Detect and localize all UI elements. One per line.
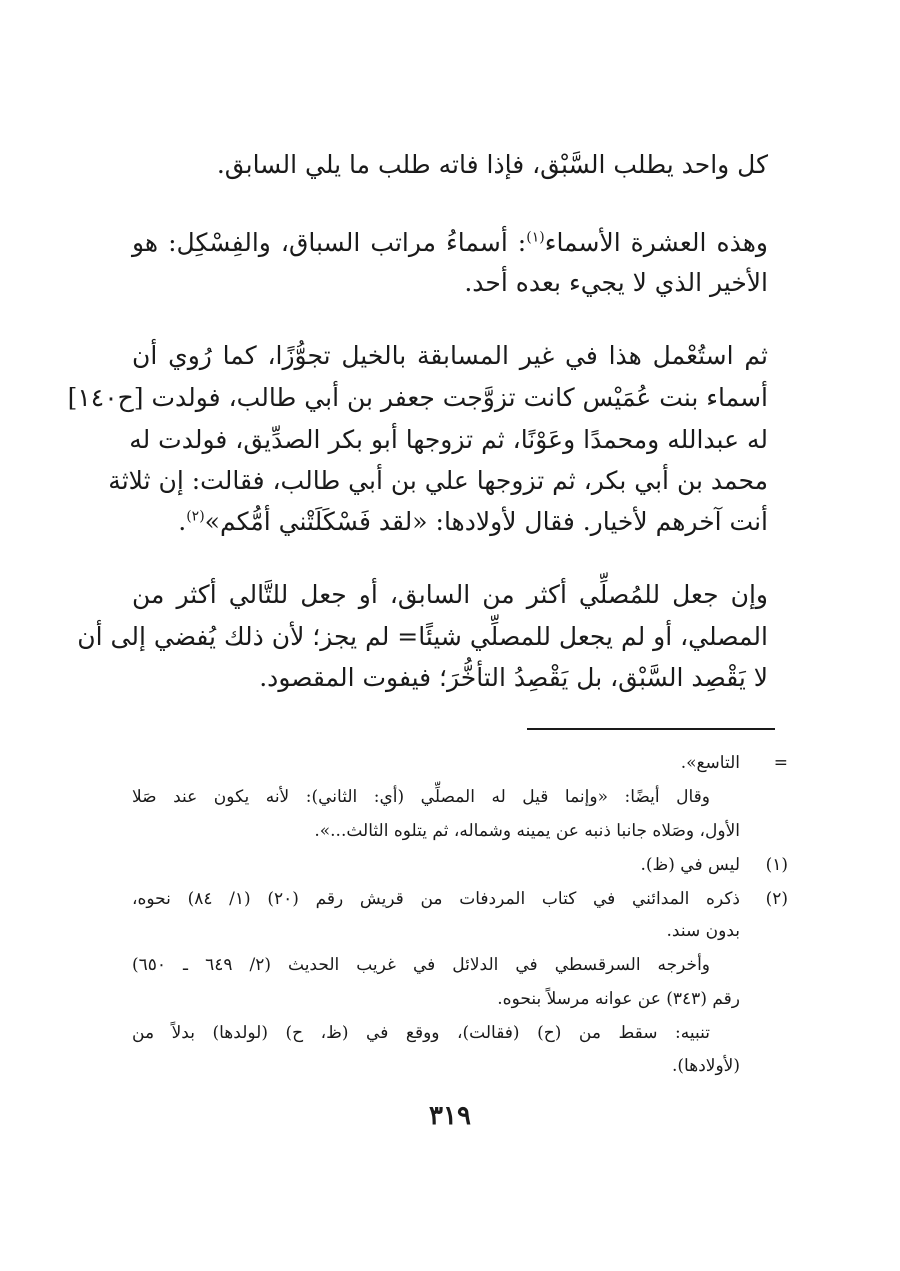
footnote-line: (لأولادها). xyxy=(672,1056,740,1076)
line-text: وهذه العشرة الأسماء xyxy=(544,228,768,257)
main-text-line xyxy=(178,505,768,539)
footnote-reference: (١) xyxy=(526,229,545,246)
footnote-line: ذكره المدائني في كتاب المردفات من قريش رقم (٢٠) (١/ ٨٤) نحوه، xyxy=(132,889,741,909)
main-text-line: ثم استُعْمل هذا في غير المسابقة بالخيل تجوُّزًا، كما رُوي أن xyxy=(132,341,768,370)
main-text-line: المصلي، أو لم يجعل للمصلِّي شيئًا= لم يجز؛ لأن ذلك يُفضي إلى أن xyxy=(77,622,768,651)
main-text-line: أسماء بنت عُمَيْس كانت تزوَّجت جعفر بن أبي طالب، فولدت [ح١٤٠] xyxy=(67,383,768,412)
footnote-line: بدون سند. xyxy=(666,921,740,941)
footnote-line: وقال أيضًا: «وإنما قيل له المصلِّي (أي: الثاني): لأنه يكون عند صَلا xyxy=(132,787,710,807)
main-text-line xyxy=(132,226,768,260)
main-text-line: محمد بن أبي بكر، ثم تزوجها علي بن أبي طالب، فقالت: إن ثلاثة xyxy=(108,466,768,495)
line-text: : أسماءُ مراتب السباق، والفِسْكِل: هو xyxy=(132,228,527,257)
line-text: أنت آخرهم لأخيار. فقال لأولادها: «لقد فَسْكَلَتْني أمُّكم» xyxy=(204,507,768,536)
footnote-number: (٢) xyxy=(765,889,788,909)
main-text-line: كل واحد يطلب السَّبْق، فإذا فاته طلب ما يلي السابق. xyxy=(216,150,768,179)
footnote-line: وأخرجه السرقسطي في الدلائل في غريب الحديث (٢/ ٦٤٩ ـ ٦٥٠) xyxy=(132,955,710,975)
footnote-line: الأول، وصَلاه جانبا ذنبه عن يمينه وشماله، ثم يتلوه الثالث...». xyxy=(314,821,740,841)
footnote-line: تنبيه: سقط من (ح) (فقالت)، ووقع في (ظ، ح) (لولدها) بدلاً من xyxy=(132,1023,710,1043)
continuation-marker: = xyxy=(773,753,788,773)
footnote-line: ليس في (ظ). xyxy=(640,855,740,875)
footnote-line: التاسع». xyxy=(680,753,740,773)
footnote-reference: (٢) xyxy=(186,508,205,525)
line-text: . xyxy=(178,507,187,536)
footnote-separator xyxy=(527,728,775,730)
footnote-number: (١) xyxy=(765,855,788,875)
main-text-line: وإن جعل للمُصلِّي أكثر من السابق، أو جعل للتَّالي أكثر من xyxy=(132,580,768,609)
page-number: ٣١٩ xyxy=(429,1101,471,1131)
main-text-line: الأخير الذي لا يجيء بعده أحد. xyxy=(464,268,768,297)
main-text-line: لا يَقْصِد السَّبْق، بل يَقْصِدُ التأخُّرَ؛ فيفوت المقصود. xyxy=(259,663,768,692)
main-text-line: له عبدالله ومحمدًا وعَوْنًا، ثم تزوجها أبو بكر الصدِّيق، فولدت له xyxy=(129,425,768,454)
footnote-line: رقم (٣٤٣) عن عوانه مرسلاً بنحوه. xyxy=(497,989,740,1009)
